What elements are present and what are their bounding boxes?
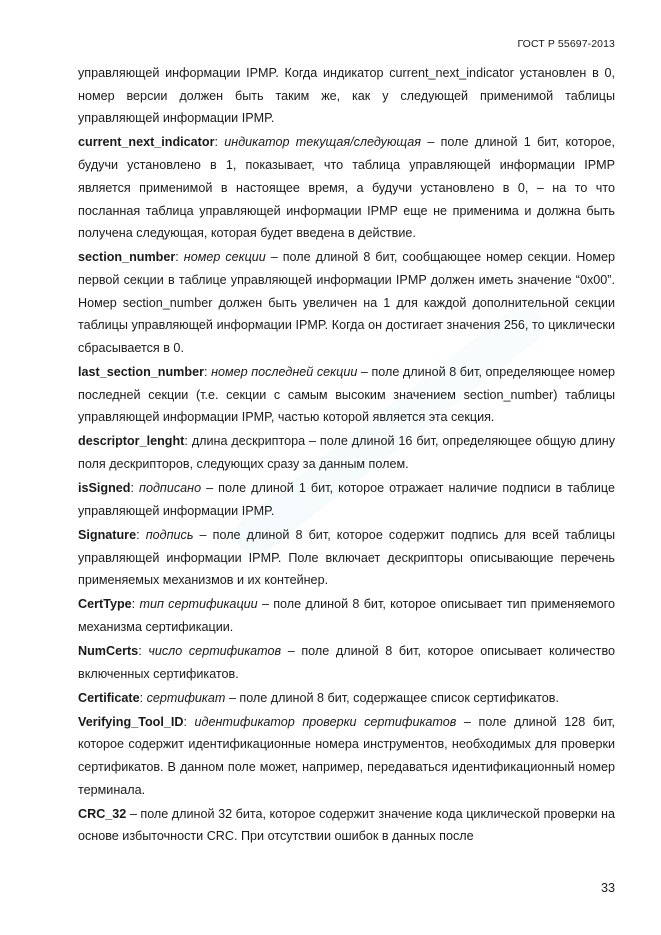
entry-text: – поле длиной 8 бит, содержащее список сертификатов. [225, 690, 559, 705]
entry-sep: : [214, 135, 225, 150]
entry-paragraph [78, 477, 615, 522]
entry-paragraph [78, 687, 615, 710]
entry-term: CRC_32 [78, 806, 127, 821]
entry-label: номер последней секции [211, 365, 358, 380]
entry-label: подпись [145, 527, 194, 542]
entry-paragraph [78, 524, 615, 592]
document-body [78, 62, 615, 849]
entry-text: – поле длиной 8 бит, сообщающее номер секции. Номер первой секции в таблице управляющей информации IPMP должен иметь значение “0x00”. Номер section_number должен быть увеличен на 1 для каждой дополнительной секции таблицы управляющей информации IPMP. Когда он достигает значения 256, то циклически сбрасывается в 0. [78, 250, 615, 356]
entry-term: Certificate [78, 690, 140, 705]
entry-text: – поле длиной 8 бит, которое описывает количество включенных сертификатов. [78, 643, 615, 681]
entry-term: Verifying_Tool_ID [78, 714, 184, 729]
entry-paragraph [78, 803, 615, 848]
entry-term: NumCerts [78, 643, 139, 658]
entry-sep: : [139, 690, 147, 705]
entry-paragraph [78, 593, 615, 638]
entry-term: Signature [78, 527, 137, 542]
entry-sep: : [203, 365, 212, 380]
entry-text: – поле длиной 8 бит, определяющее номер последней секции (т.е. секции с самым высоким значением section_number) таблицы управляющей информации IPMP, частью которой является эта секция. [78, 365, 615, 425]
entry-term: section_number [78, 250, 176, 265]
entry-text: – поле длиной 8 бит, которое содержит подпись для всей таблицы управляющей информации IPMP. Поле включает дескрипторы описывающие перечень применяемых механизмов и их контейнер. [78, 527, 616, 588]
entry-label: сертификат [146, 690, 226, 705]
entry-term: last_section_number [78, 365, 204, 380]
entry-sep: : [184, 434, 192, 449]
entry-paragraph [78, 131, 615, 245]
entry-label: номер секции [183, 250, 266, 265]
entry-sep: : [130, 481, 140, 496]
entry-label: тип сертификации [139, 597, 258, 612]
entry-text: – поле длиной 1 бит, которое, будучи установлено в 1, показывает, что таблица управляющей информации IPMP является применимой в настоящее время, а будучи установлено в 0, – на то что посланная таблица управляющей информации IPMP еще не применима и должна быть получена следующая, которая будет введена в действие. [78, 135, 615, 241]
entry-label: индикатор текущая/следующая [224, 135, 422, 150]
entry-paragraph [78, 430, 615, 475]
entry-sep: : [183, 714, 195, 729]
entry-term: CertType [78, 597, 132, 612]
entry-text: – поле длиной 1 бит, которое отражает наличие подписи в таблице управляющей информации IPMP. [78, 481, 616, 518]
entry-sep: : [136, 527, 146, 542]
entry-sep: : [175, 250, 184, 265]
document-header: ГОСТ Р 55697-2013 [517, 38, 615, 50]
entry-label: подписано [139, 481, 202, 496]
entry-paragraph [78, 246, 615, 360]
entry-text: – поле длиной 32 бита, которое содержит значение кода циклической проверки на основе избыточности CRC. При отсутствии ошибок в данных после [78, 806, 615, 844]
entry-paragraph [78, 640, 615, 685]
entry-term: isSigned [78, 481, 131, 496]
entry-term: descriptor_lenght [78, 434, 185, 449]
entry-label: число сертификатов [148, 643, 282, 658]
intro-paragraph: управляющей информации IPMP. Когда индикатор current_next_indicator установлен в 0, номер версии должен быть таким же, как у следующей применимой таблицы управляющей информации IPMP. [78, 66, 615, 126]
entry-sep: : [138, 643, 149, 658]
entry-label: идентификатор проверки сертификатов [194, 714, 457, 729]
entry-paragraph [78, 361, 615, 429]
entry-text: – поле длиной 128 бит, которое содержит идентификационные номера инструментов, необходимых для проверки сертификатов. В данном поле может, например, передаваться идентификационный номер терминала. [78, 714, 616, 797]
entry-term: current_next_indicator [78, 135, 215, 150]
entry-paragraph [78, 711, 615, 802]
entry-text: – поле длиной 8 бит, которое описывает тип применяемого механизма сертификации. [78, 597, 616, 634]
entry-sep: : [131, 597, 140, 612]
page-number: 33 [600, 881, 615, 895]
entry-text: длина дескриптора – поле длиной 16 бит, определяющее общую длину поля дескрипторов, следующих сразу за данным полем. [78, 434, 616, 472]
